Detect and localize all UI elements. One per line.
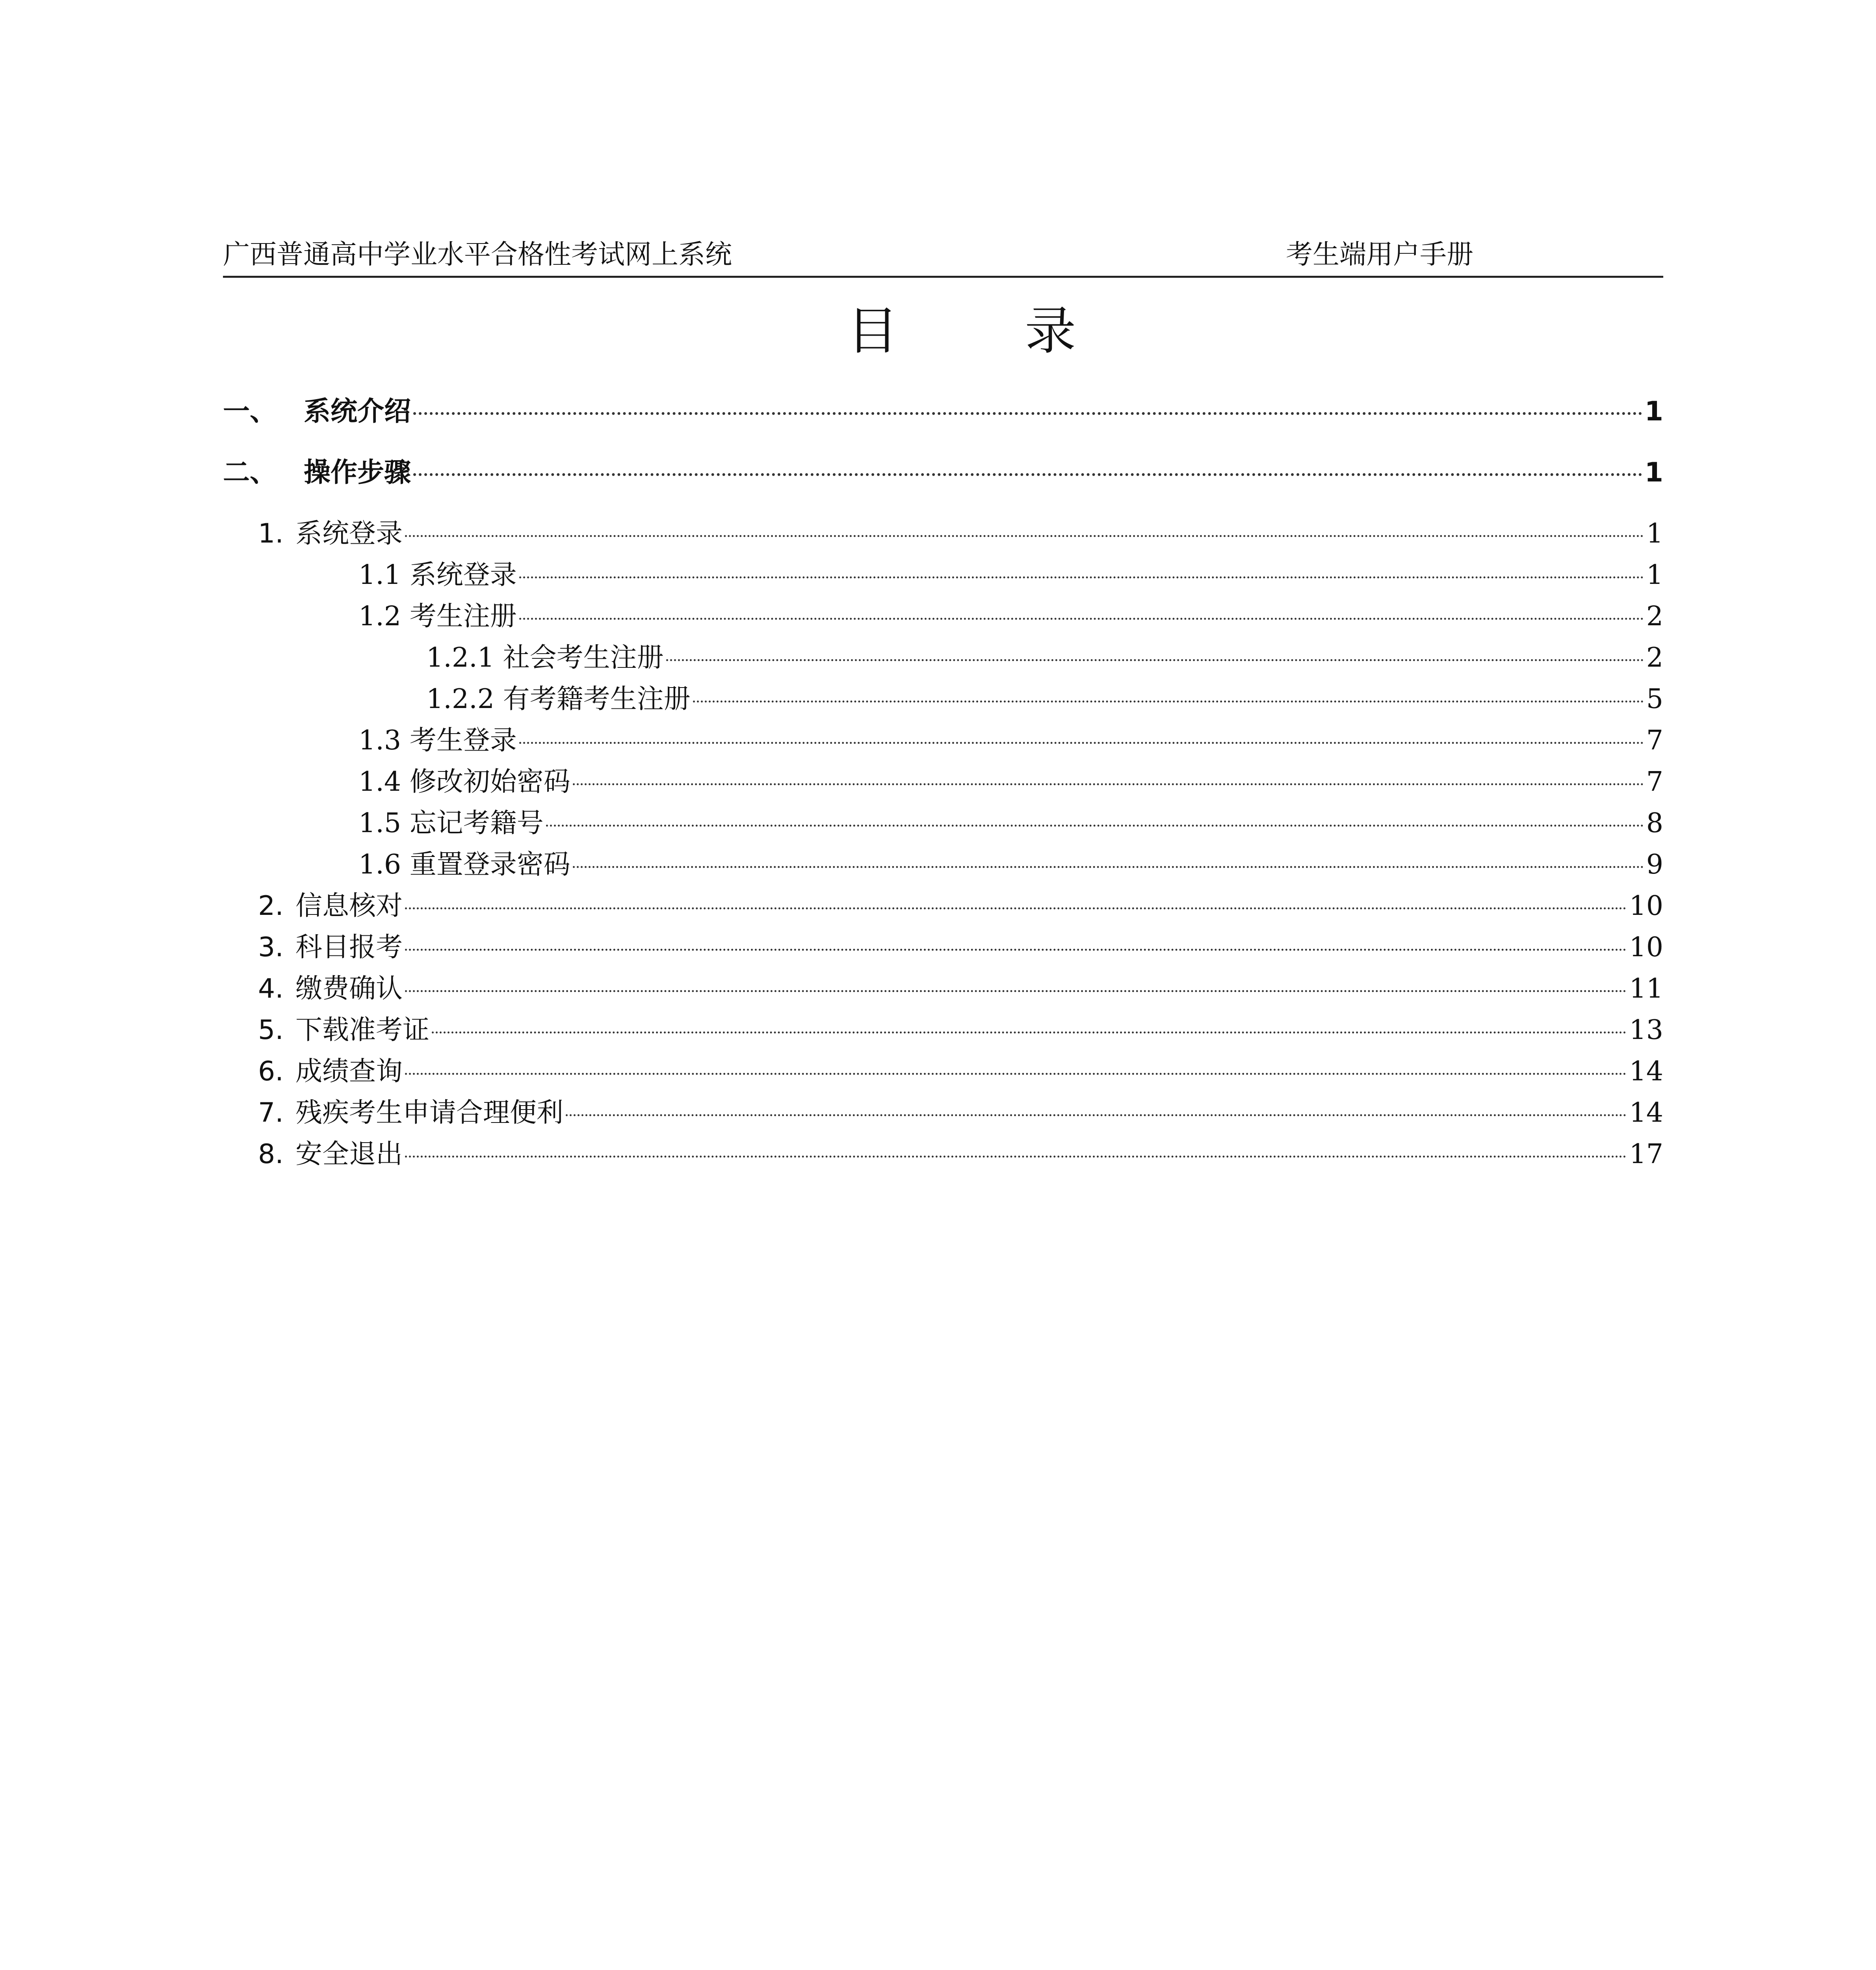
toc-leader	[405, 1156, 1627, 1158]
toc-leader	[413, 473, 1642, 476]
header-manual-name: 考生端用户手册	[1286, 239, 1474, 270]
toc-entry-label: 1.4 修改初始密码	[358, 766, 570, 797]
toc-entry-label: 4. 缴费确认	[258, 973, 403, 1004]
toc-page-number: 13	[1629, 1015, 1663, 1046]
toc-entry-system-intro[interactable]	[223, 392, 1663, 431]
toc-leader	[519, 576, 1644, 578]
toc-page-number: 1	[1646, 518, 1663, 549]
page-header	[223, 232, 1663, 278]
toc-leader	[546, 825, 1644, 827]
toc-entry-label: 1.1 系统登录	[358, 559, 517, 591]
toc-leader	[405, 990, 1627, 992]
toc-leader	[405, 949, 1627, 951]
header-system-name: 广西普通高中学业水平合格性考试网上系统	[223, 239, 732, 270]
toc-entry-1-2-1[interactable]	[426, 638, 1663, 678]
toc-page-number: 17	[1629, 1139, 1663, 1170]
toc-entry-1-6[interactable]	[358, 845, 1663, 885]
toc-entry-label: 1.2.2 有考籍考生注册	[426, 684, 691, 715]
toc-entry-1-1[interactable]	[358, 556, 1663, 595]
toc-page-number: 1	[1646, 559, 1663, 591]
toc-entry-1-5[interactable]	[358, 804, 1663, 843]
toc-entry-label: 1.2.1 社会考生注册	[426, 642, 664, 673]
toc-entry-label: 8. 安全退出	[258, 1139, 403, 1170]
toc-entry-label: 一、 系统介绍	[223, 396, 411, 427]
toc-leader	[405, 1073, 1627, 1075]
toc-entry-operation-steps[interactable]	[223, 453, 1663, 492]
toc-leader	[573, 783, 1644, 785]
toc-page-number: 2	[1646, 642, 1663, 673]
toc-entry-1-3[interactable]	[358, 721, 1663, 760]
toc-entry-label: 1. 系统登录	[258, 518, 403, 549]
toc-entry-label: 6. 成绩查询	[258, 1056, 403, 1087]
toc-page-number: 10	[1629, 932, 1663, 963]
toc-entry-label: 1.5 忘记考籍号	[358, 808, 544, 839]
toc-page-number: 10	[1629, 890, 1663, 922]
toc-entry-info-check[interactable]	[258, 886, 1663, 926]
toc-leader	[519, 742, 1644, 744]
toc-page-number: 1	[1644, 396, 1663, 427]
toc-leader	[519, 618, 1644, 620]
toc-leader	[432, 1031, 1627, 1033]
toc-entry-1-2-2[interactable]	[426, 680, 1663, 719]
toc-page-number: 8	[1646, 808, 1663, 839]
toc-leader	[693, 701, 1644, 703]
toc-page-number: 11	[1629, 973, 1663, 1004]
toc-entry-label: 1.6 重置登录密码	[358, 849, 570, 880]
toc-entry-1-2[interactable]	[358, 597, 1663, 636]
toc-page-number: 1	[1644, 457, 1663, 488]
toc-entry-label: 3. 科目报考	[258, 932, 403, 963]
toc-entry-safe-exit[interactable]	[258, 1135, 1663, 1174]
toc-page-number: 7	[1646, 766, 1663, 797]
toc-entry-1-4[interactable]	[358, 762, 1663, 802]
toc-page-number: 5	[1646, 684, 1663, 715]
toc-leader	[573, 866, 1644, 868]
toc-entry-score-query[interactable]	[258, 1052, 1663, 1091]
toc-leader	[566, 1114, 1627, 1116]
toc-entry-label: 二、 操作步骤	[223, 457, 411, 488]
toc-entry-subject-registration[interactable]	[258, 928, 1663, 967]
toc-page-number: 14	[1629, 1056, 1663, 1087]
toc-page-number: 7	[1646, 725, 1663, 756]
toc-entry-label: 1.3 考生登录	[358, 725, 517, 756]
toc-leader	[666, 659, 1644, 661]
toc-entry-label: 1.2 考生注册	[358, 601, 517, 632]
toc-entry-label: 7. 残疾考生申请合理便利	[258, 1097, 564, 1128]
toc-entry-system-login[interactable]	[258, 514, 1663, 554]
toc-leader	[405, 907, 1627, 909]
toc-entry-payment-confirm[interactable]	[258, 969, 1663, 1009]
toc-leader	[413, 412, 1642, 415]
toc-page-number: 9	[1646, 849, 1663, 880]
toc-page-number: 14	[1629, 1097, 1663, 1128]
toc-leader	[405, 535, 1644, 537]
toc-entry-download-admission-ticket[interactable]	[258, 1011, 1663, 1050]
toc-entry-label: 5. 下载准考证	[258, 1015, 430, 1046]
toc-title: 目 录	[847, 301, 1131, 361]
toc-entry-disability-accommodation[interactable]	[258, 1093, 1663, 1133]
toc-page-number: 2	[1646, 601, 1663, 632]
toc-entry-label: 2. 信息核对	[258, 890, 403, 922]
